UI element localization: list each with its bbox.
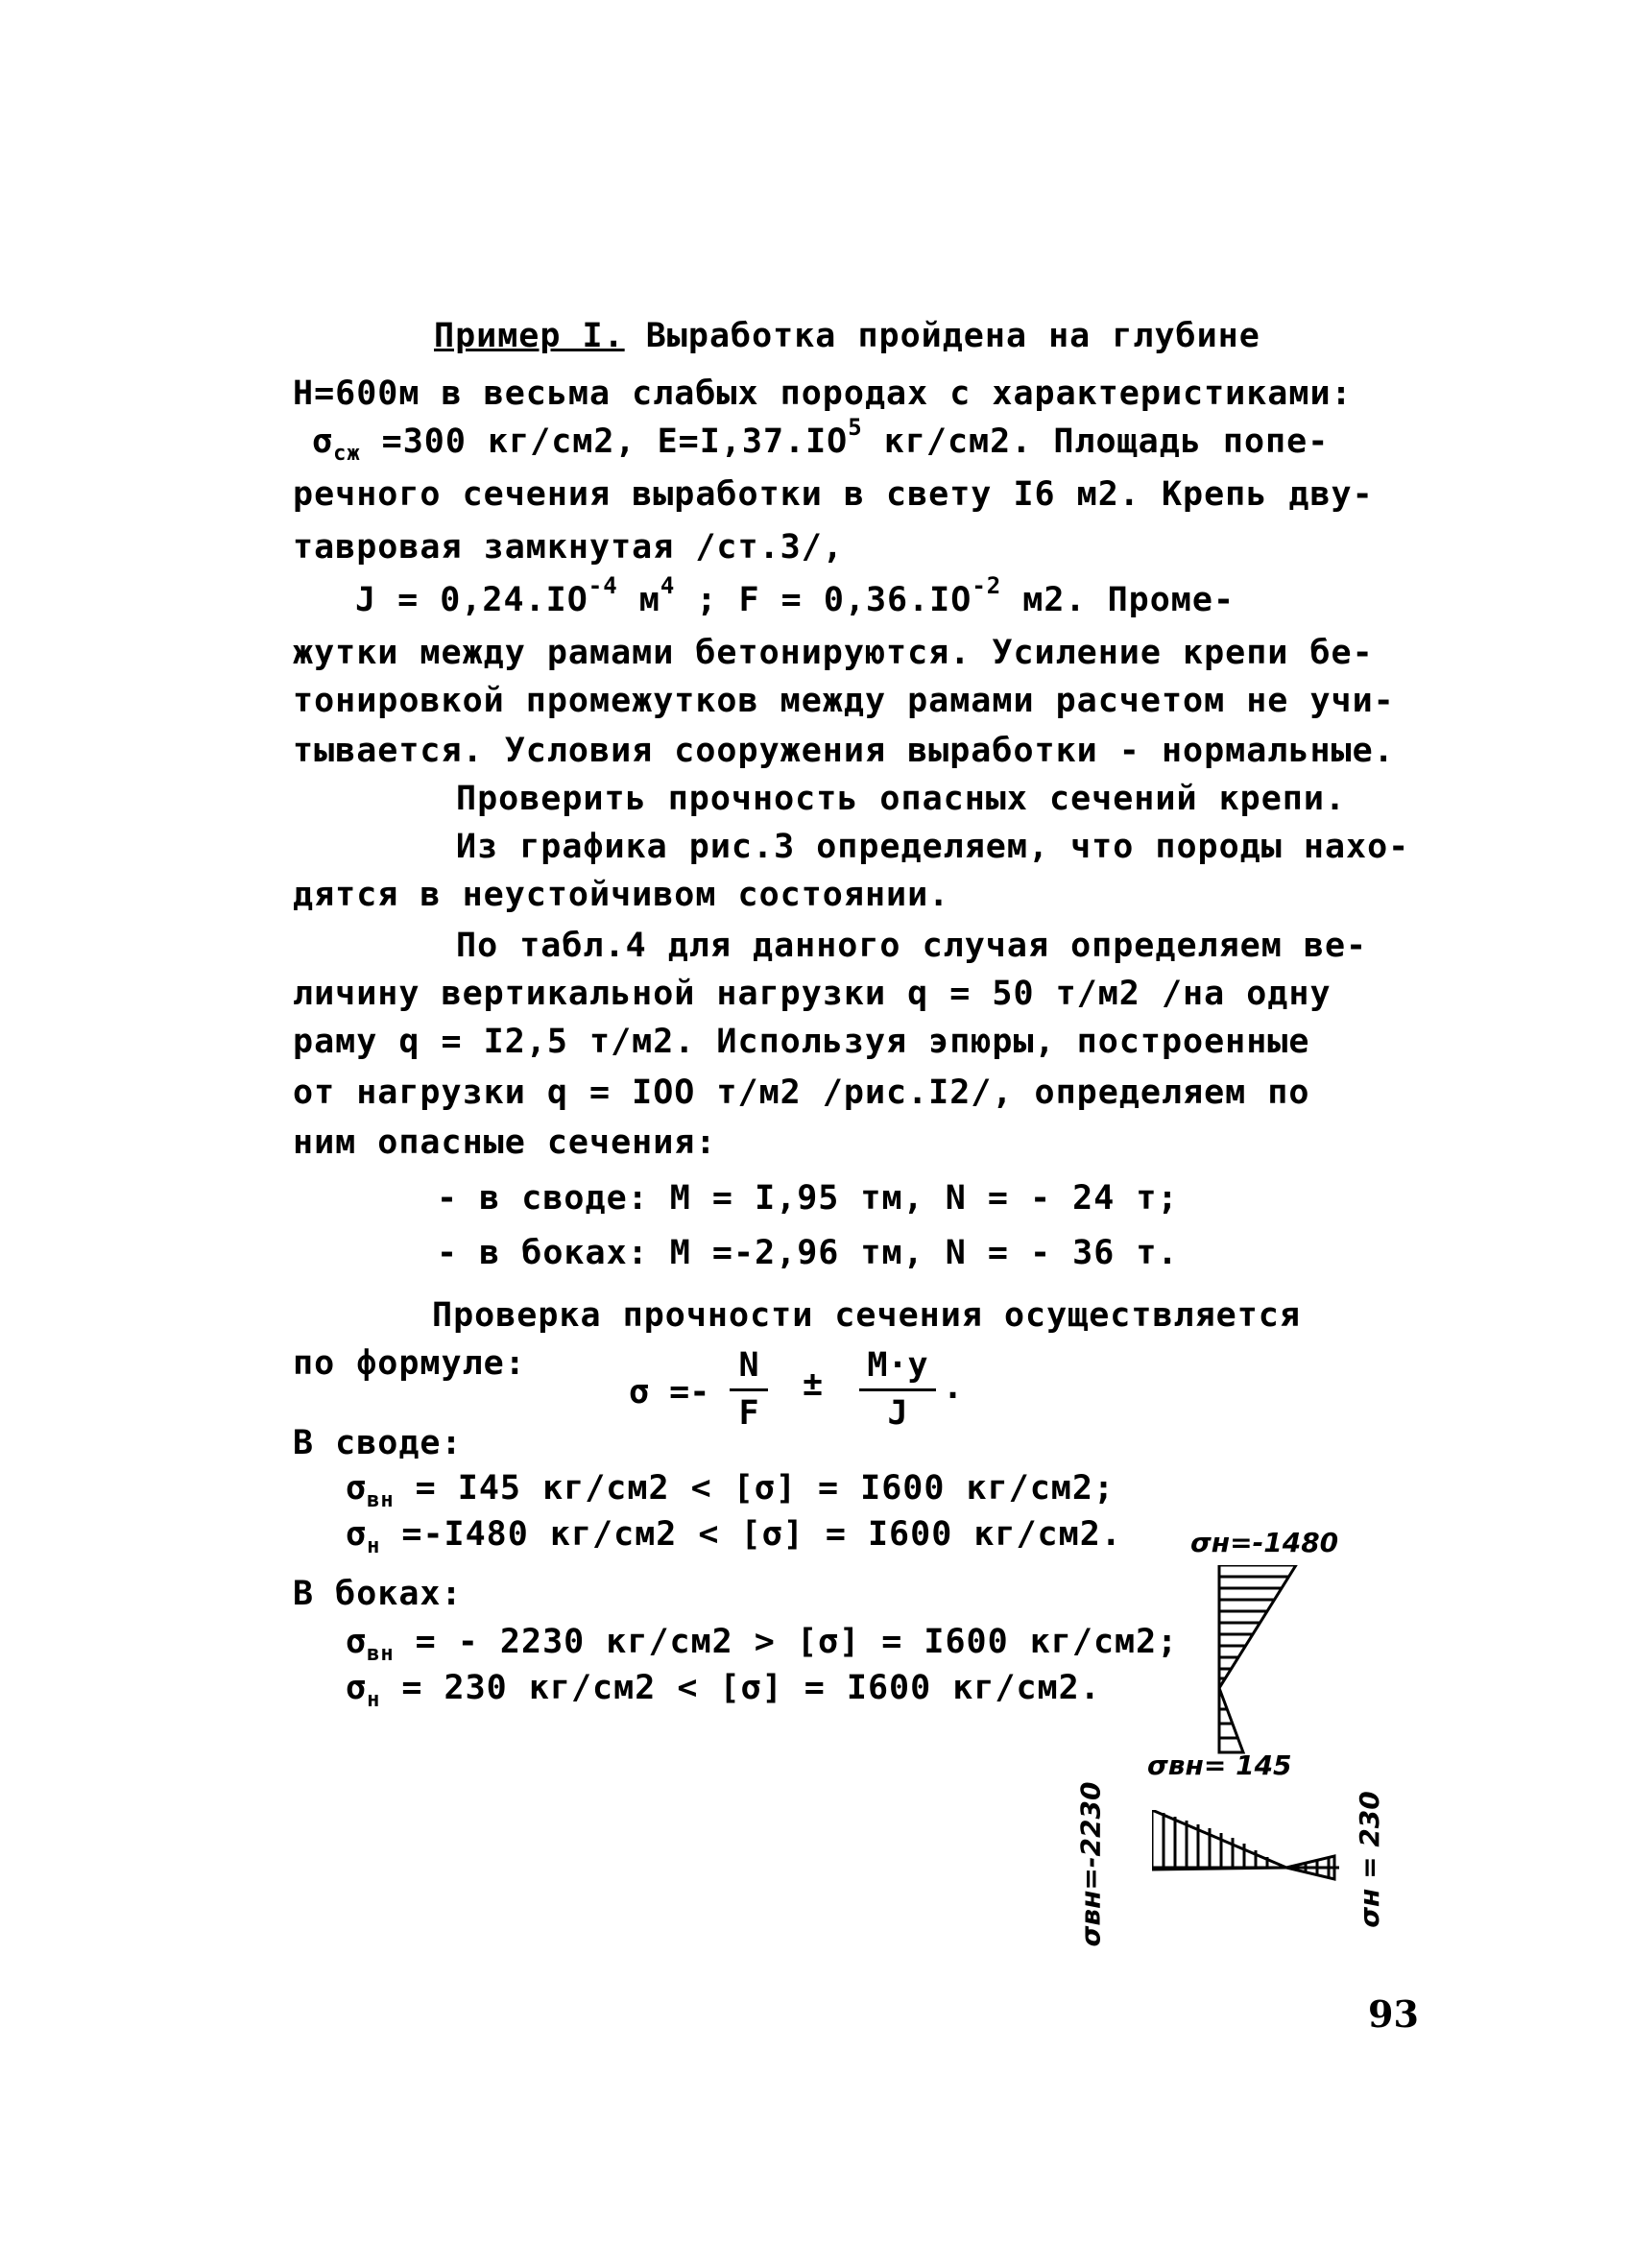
text-span: Выработка пройдена на глубине xyxy=(645,317,1260,355)
text-line xyxy=(346,1469,1116,1512)
text-line: В своде: xyxy=(293,1424,463,1462)
text-line: дятся в неустойчивом состоянии. xyxy=(293,876,950,914)
text-line: личину вертикальной нагрузки q = 50 т/м2 /на одну xyxy=(293,975,1332,1013)
text-span: -4 xyxy=(588,572,618,599)
text-span: сж xyxy=(333,442,361,466)
text-span: = - 2230 кг/см2 > [σ] = I600 кг/см2; xyxy=(394,1623,1179,1661)
diagram-sides-svg xyxy=(1152,1810,1344,1906)
diagram-label-bottom: σвн= 145 xyxy=(1147,1749,1292,1781)
text-line xyxy=(346,1669,1101,1712)
text-span: м xyxy=(617,581,660,619)
text-line: от нагрузки q = IOO т/м2 /рис.I2/, определяем по xyxy=(293,1074,1310,1112)
text-line: тывается. Условия сооружения выработки - нормальные. xyxy=(293,732,1395,770)
text-span: -2 xyxy=(972,572,1002,599)
diagram-label-top: σн=-1480 xyxy=(1190,1527,1339,1558)
formula-plus-minus: ± xyxy=(803,1365,824,1404)
fraction-bar xyxy=(859,1388,936,1391)
text-line: тонировкой промежутков между рамами расчетом не учи- xyxy=(293,682,1395,720)
text-span: ; F = 0,36.IO xyxy=(675,581,972,619)
text-span: σ xyxy=(346,1669,368,1707)
formula-dot: . xyxy=(943,1368,964,1407)
text-line: Проверка прочности сечения осуществляется xyxy=(432,1296,1301,1335)
text-line xyxy=(346,1515,1122,1558)
text-line xyxy=(434,317,1260,355)
text-line: речного сечения выработки в свету I6 м2. Крепь дву- xyxy=(293,475,1374,514)
text-span: σ xyxy=(346,1623,368,1661)
text-span: 4 xyxy=(660,572,676,599)
example-title: Пример I. xyxy=(434,317,625,355)
text-span: =300 кг/см2, E=I,37.IO xyxy=(360,422,849,461)
text-span: σ xyxy=(346,1469,368,1508)
text-span: м2. Проме- xyxy=(1001,581,1236,619)
text-span: н xyxy=(367,1688,381,1712)
text-line: В боках: xyxy=(293,1575,463,1613)
text-line: ним опасные сечения: xyxy=(293,1123,717,1162)
text-span: = 230 кг/см2 < [σ] = I600 кг/см2. xyxy=(380,1669,1101,1707)
text-span: =-I480 кг/см2 < [σ] = I600 кг/см2. xyxy=(380,1515,1122,1554)
text-span: вн xyxy=(367,1488,395,1512)
text-span: кг/см2. Площадь попе- xyxy=(862,422,1330,461)
formula-n-numerator: N xyxy=(738,1346,759,1385)
text-line: По табл.4 для данного случая определяем ве- xyxy=(456,927,1368,965)
text-span: вн xyxy=(367,1642,395,1666)
text-line: - в своде: М = I,95 тм, N = - 24 т; xyxy=(437,1179,1179,1218)
text-span: J = 0,24.IO xyxy=(355,581,588,619)
text-span: 5 xyxy=(848,414,863,441)
text-line: - в боках: М =-2,96 тм, N = - 36 т. xyxy=(437,1234,1179,1272)
text-line: раму q = I2,5 т/м2. Используя эпюры, построенные xyxy=(293,1023,1310,1061)
text-line: по формуле: xyxy=(293,1344,526,1383)
formula-n-denominator: F xyxy=(738,1394,759,1433)
text-span: σ xyxy=(346,1515,368,1554)
diagram-area-positive xyxy=(1219,1688,1243,1752)
text-span: σ xyxy=(312,422,334,461)
page-number: 93 xyxy=(1368,1992,1419,2036)
fraction-bar xyxy=(730,1388,768,1391)
text-line: тавровая замкнутая /ст.3/, xyxy=(293,528,844,567)
text-span: = I45 кг/см2 < [σ] = I600 кг/см2; xyxy=(394,1469,1116,1508)
formula-m-numerator: M·y xyxy=(867,1346,928,1385)
formula-lhs: σ =- xyxy=(629,1373,710,1411)
formula-m-denominator: J xyxy=(887,1394,908,1433)
text-line xyxy=(355,572,1236,619)
diagram-vault-svg xyxy=(1181,1565,1315,1767)
text-span: н xyxy=(367,1534,381,1558)
text-line xyxy=(312,414,1330,466)
text-line: Из графика рис.3 определяем, что породы нахо- xyxy=(456,828,1410,866)
text-line: Проверить прочность опасных сечений крепи. xyxy=(456,780,1347,818)
text-line: Н=600м в весьма слабых породах с характеристиками: xyxy=(293,374,1353,413)
text-line: жутки между рамами бетонируются. Усиление крепи бе- xyxy=(293,634,1374,672)
diagram-label-left: σвн=-2230 xyxy=(1074,1781,1107,1947)
text-line xyxy=(346,1623,1179,1666)
diagram-label-right: σн = 230 xyxy=(1353,1791,1385,1928)
